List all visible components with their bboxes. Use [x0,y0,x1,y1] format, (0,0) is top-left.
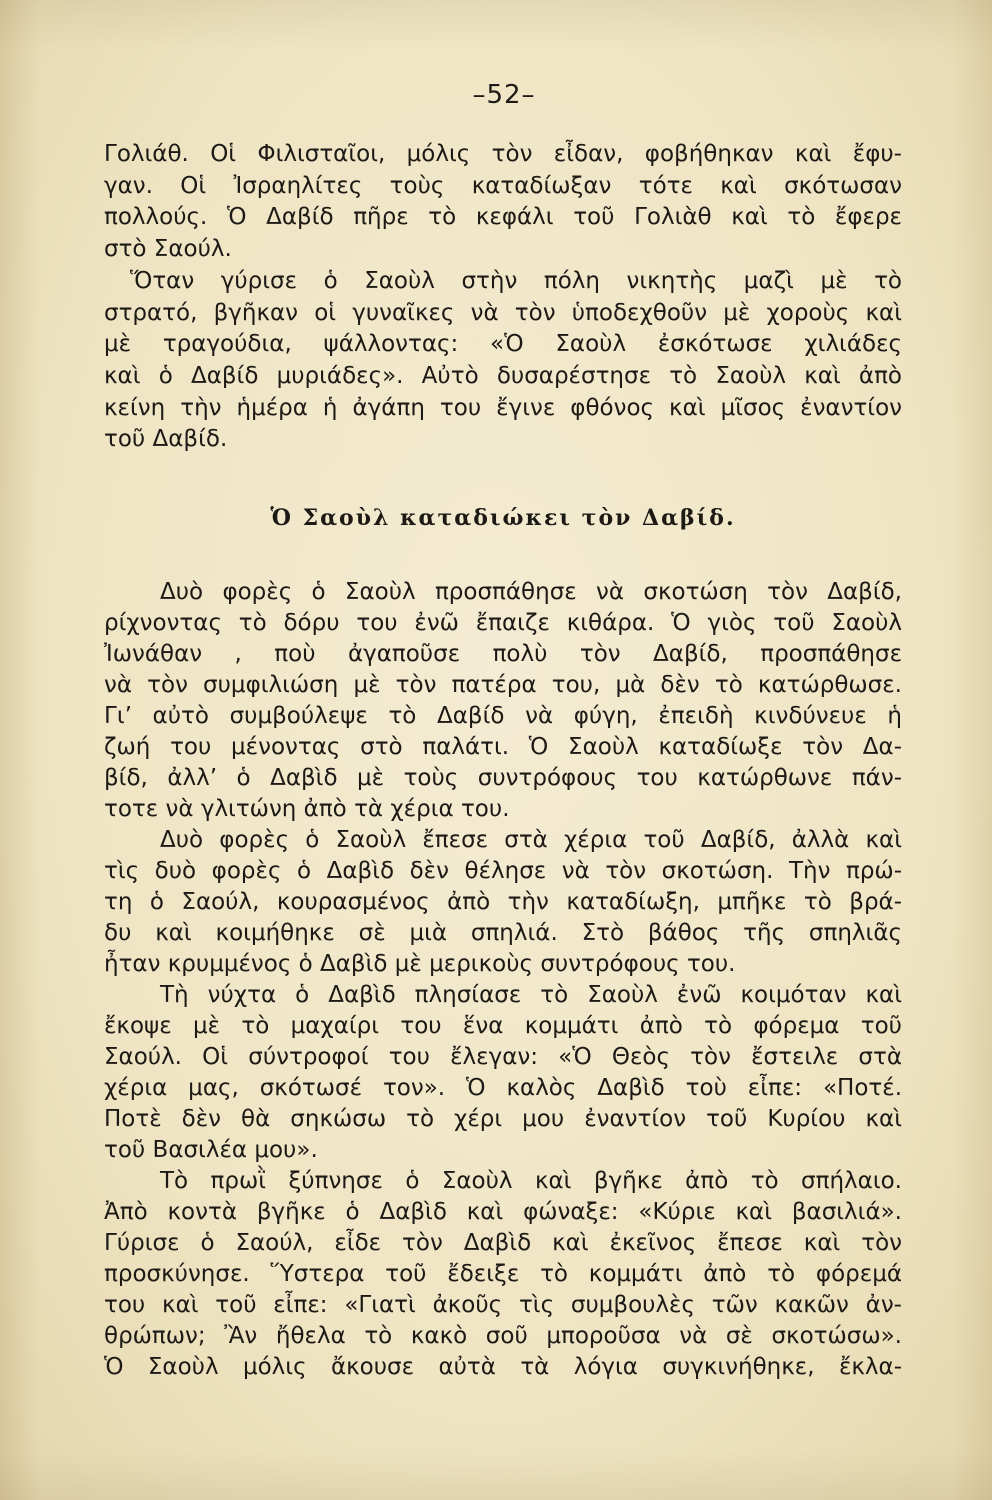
paragraph [104,825,902,980]
paragraph [104,139,902,266]
text-line: τη ὁ Σαούλ, κουρασμένος ἀπὸ τὴν καταδίωξη, μπῆκε τὸ βρά- [104,889,902,915]
text-line: τοῦ Δαβίδ. [104,426,228,453]
text-section-before-heading [104,139,902,456]
text-line: Δυὸ φορὲς ὁ Σαοὺλ προσπάθησε νὰ σκοτώση τὸν Δαβίδ, [160,579,902,605]
text-line: Ἀπὸ κοντὰ βγῆκε ὁ Δαβὶδ καὶ φώναξε: «Κύριε καὶ βασιλιά». [104,1199,902,1225]
text-line: καὶ ὁ Δαβίδ μυριάδες». Αὐτὸ δυσαρέστησε τὸ Σαοὺλ καὶ ἀπὸ [104,362,902,389]
section-heading: Ὁ Σαοὺλ καταδιώκει τὸν Δαβίδ. [270,505,736,531]
text-line: του καὶ τοῦ εἶπε: «Γιατὶ ἀκοῦς τὶς συμβουλὲς τῶν κακῶν ἀν- [104,1292,902,1318]
text-line: Γολιάθ. Οἱ Φιλισταῖοι, μόλις τὸν εἶδαν, φοβήθηκαν καὶ ἔφυ- [104,141,902,167]
paragraph [104,1166,902,1383]
text-line: ἔκοψε μὲ τὸ μαχαίρι του ἕνα κομμάτι ἀπὸ τὸ φόρεμα τοῦ [104,1013,902,1039]
text-line: στρατό, βγῆκαν οἱ γυναῖκες νὰ τὸν ὑποδεχθοῦν μὲ χοροὺς καὶ [104,299,902,326]
text-line: Σαούλ. Οἱ σύντροφοί του ἔλεγαν: «Ὁ Θεὸς τὸν ἔστειλε στὰ [104,1044,902,1070]
text-section-after-heading [104,577,902,1383]
text-line: χέρια μας, σκότωσέ τον». Ὁ καλὸς Δαβὶδ τοὺ εἶπε: «Ποτέ. [104,1075,902,1101]
text-line: γαν. Οἱ Ἰσραηλίτες τοὺς καταδίωξαν τότε καὶ σκότωσαν [104,172,902,199]
text-line: Ἰωνάθαν , ποὺ ἀγαποῦσε πολὺ τὸν Δαβίδ, προσπάθησε [104,641,902,667]
text-line: προσκύνησε. Ὕστερα τοῦ ἔδειξε τὸ κομμάτι ἀπὸ τὸ φόρεμά [104,1261,902,1287]
text-line: τὶς δυὸ φορὲς ὁ Δαβὶδ δὲν θέλησε νὰ τὸν σκοτώση. Τὴν πρώ- [104,858,902,884]
text-line: Γι’ αὐτὸ συμβούλεψε τὸ Δαβίδ νὰ φύγη, ἐπειδὴ κινδύνευε ἡ [104,703,902,729]
text-line: Τὴ νύχτα ὁ Δαβὶδ πλησίασε τὸ Σαοὺλ ἐνῶ κοιμόταν καὶ [160,982,902,1008]
text-line: στὸ Σαούλ. [104,236,232,263]
text-line: ρίχνοντας τὸ δόρυ του ἐνῶ ἔπαιζε κιθάρα. Ὁ γιὸς τοῦ Σαοὺλ [104,610,902,636]
text-line: πολλούς. Ὁ Δαβίδ πῆρε τὸ κεφάλι τοῦ Γολιὰθ καὶ τὸ ἔφερε [104,204,902,231]
text-line: βίδ, ἀλλ’ ὁ Δαβὶδ μὲ τοὺς συντρόφους του κατώρθωνε πάν- [104,765,902,791]
text-line: Δυὸ φορὲς ὁ Σαοὺλ ἔπεσε στὰ χέρια τοῦ Δαβίδ, ἀλλὰ καὶ [160,827,902,853]
page-number: –52– [472,80,536,110]
text-line: τοτε νὰ γλιτώνη ἀπὸ τὰ χέρια του. [104,796,510,822]
text-line: κείνη τὴν ἡμέρα ἡ ἀγάπη του ἔγινε φθόνος καὶ μῖσος ἐναντίον [104,394,902,421]
text-line: θρώπων; Ἂν ἤθελα τὸ κακὸ σοῦ μποροῦσα νὰ σὲ σκοτώσω». [104,1323,902,1349]
paragraph [104,980,902,1166]
text-line: Ποτὲ δὲν θὰ σηκώσω τὸ χέρι μου ἐναντίον τοῦ Κυρίου καὶ [104,1106,902,1132]
text-line: ζωή του μένοντας στὸ παλάτι. Ὁ Σαοὺλ καταδίωξε τὸν Δα- [104,734,902,760]
text-line: δυ καὶ κοιμήθηκε σὲ μιὰ σπηλιά. Στὸ βάθος τῆς σπηλιᾶς [104,920,902,946]
paragraph [104,266,902,456]
text-line: Γύρισε ὁ Σαούλ, εἶδε τὸν Δαβὶδ καὶ ἐκεῖνος ἔπεσε καὶ τὸν [104,1230,902,1256]
text-line: τοῦ Βασιλέα μου». [104,1137,318,1163]
text-line: μὲ τραγούδια, ψάλλοντας: «Ὁ Σαοὺλ ἐσκότωσε χιλιάδες [104,331,902,358]
paragraph [104,577,902,825]
text-line: Τὸ πρωῒ ξύπνησε ὁ Σαοὺλ καὶ βγῆκε ἀπὸ τὸ σπήλαιο. [160,1168,902,1194]
text-line: ἦταν κρυμμένος ὁ Δαβὶδ μὲ μερικοὺς συντρόφους του. [104,951,736,977]
text-line: Ὅταν γύρισε ὁ Σαοὺλ στὴν πόλη νικητὴς μαζὶ μὲ τὸ [130,267,902,294]
text-line: Ὁ Σαοὺλ μόλις ἄκουσε αὐτὰ τὰ λόγια συγκινήθηκε, ἔκλα- [104,1354,902,1380]
text-line: νὰ τὸν συμφιλιώση μὲ τὸν πατέρα του, μὰ δὲν τὸ κατώρθωσε. [104,672,902,698]
